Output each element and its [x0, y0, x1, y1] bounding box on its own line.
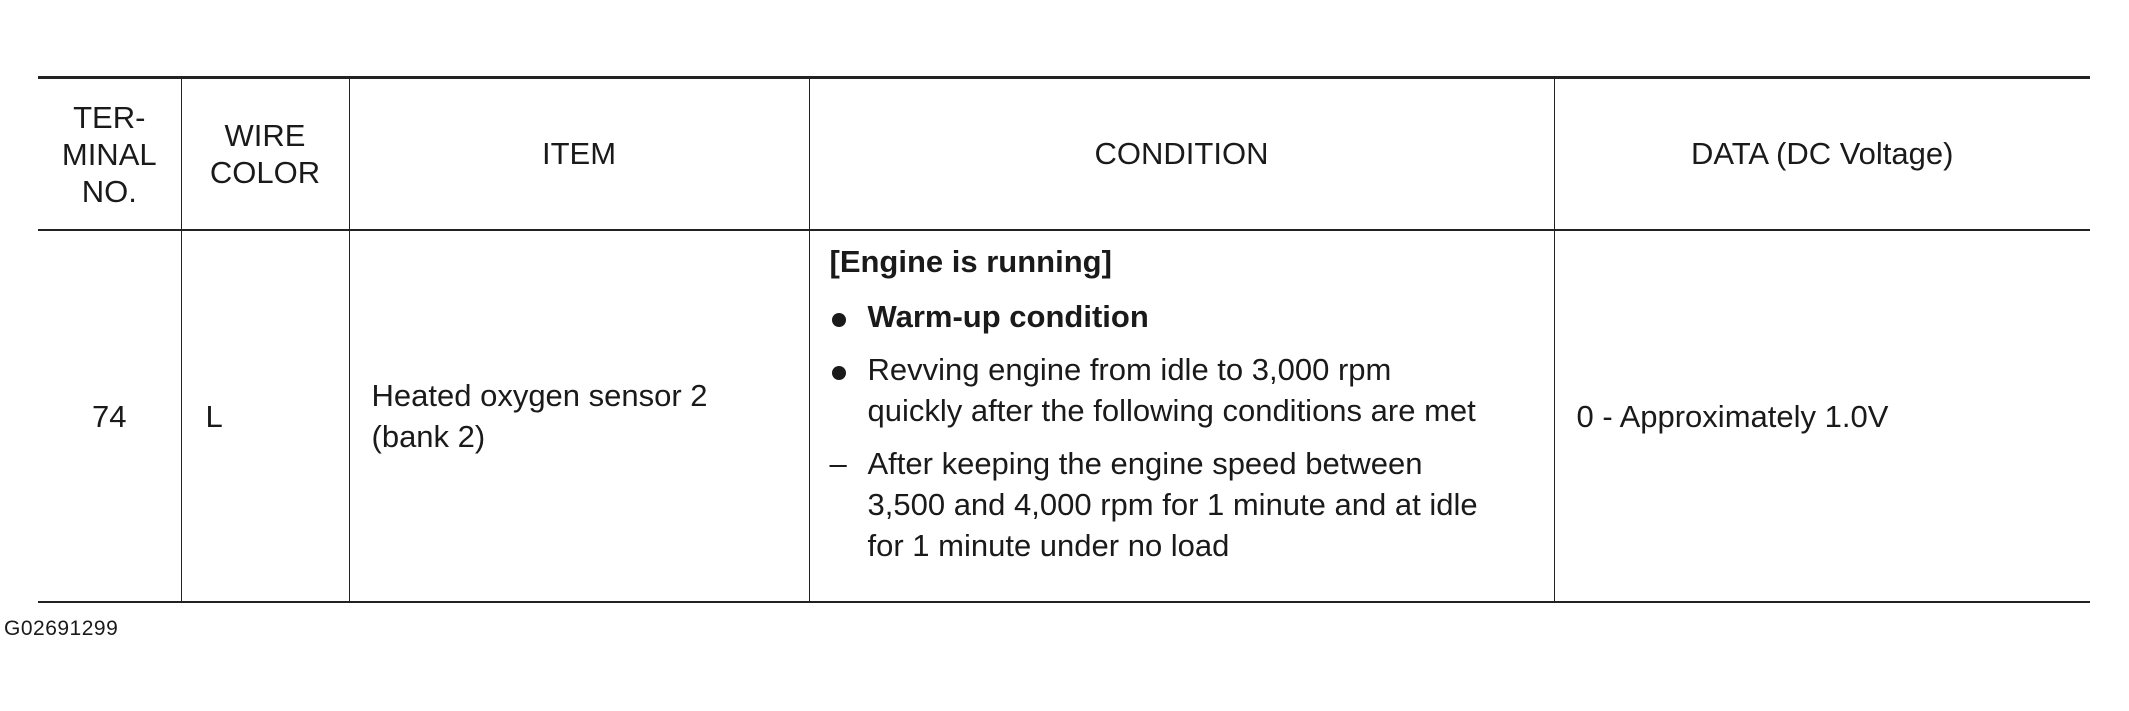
ecm-terminal-table [38, 76, 2090, 603]
header-terminal-no [38, 78, 181, 231]
condition-item-text: quickly after the following conditions are met [867, 393, 1476, 428]
item-line-2: (bank 2) [371, 419, 486, 454]
condition-list [830, 296, 1544, 566]
condition-item-text: Revving engine from idle to 3,000 rpm [867, 352, 1392, 387]
condition-item-text: After keeping the engine speed between [867, 446, 1423, 481]
condition-subitem-after-keeping [830, 443, 1544, 566]
condition-item-text: for 1 minute under no load [867, 528, 1230, 563]
dash-icon: – [829, 446, 847, 481]
bullet-icon [830, 349, 860, 390]
header-wire-line-2: COLOR [209, 155, 321, 190]
bullet-icon [830, 296, 860, 337]
header-row [38, 78, 2090, 231]
header-data: DATA (DC Voltage) [1554, 78, 2090, 231]
header-terminal-line-2: MINAL [61, 136, 157, 172]
header-wire-color [181, 78, 349, 231]
header-terminal-line-3: NO. [81, 173, 137, 209]
table-row [38, 230, 2090, 602]
condition-item-text: Warm-up condition [867, 299, 1149, 334]
cell-terminal-no: 74 [38, 230, 181, 602]
cell-wire-color: L [181, 230, 349, 602]
condition-item-revving [830, 349, 1544, 431]
cell-condition [809, 230, 1554, 602]
header-condition: CONDITION [809, 78, 1554, 231]
condition-item-warmup [830, 296, 1544, 337]
condition-item-text: 3,500 and 4,000 rpm for 1 minute and at idle [867, 487, 1478, 522]
cell-item [349, 230, 809, 602]
condition-heading: [Engine is running] [829, 244, 1112, 279]
header-wire-line-1: WIRE [224, 118, 306, 153]
item-line-1: Heated oxygen sensor 2 [371, 378, 708, 413]
header-terminal-line-1: TER- [73, 99, 146, 135]
header-item: ITEM [349, 78, 809, 231]
cell-data-dc-voltage: 0 - Approximately 1.0V [1554, 230, 2090, 602]
figure-id: G02691299 [4, 617, 119, 640]
